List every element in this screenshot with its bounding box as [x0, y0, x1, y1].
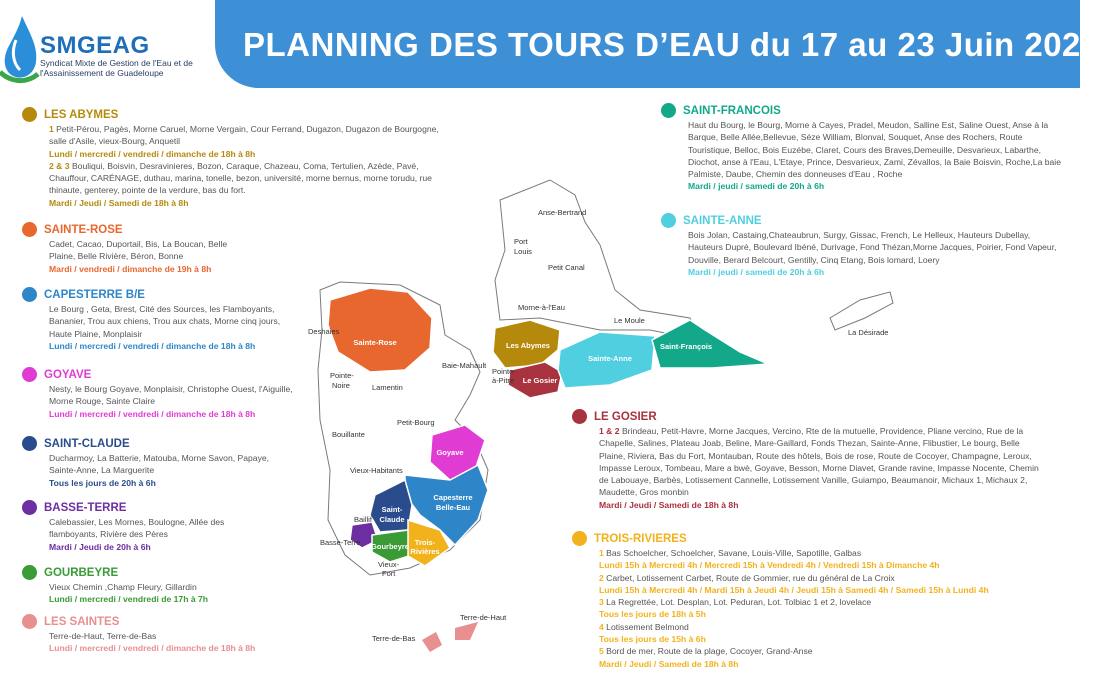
map-label-goyave: Goyave	[436, 448, 464, 457]
map-place-anse-bertrand: Anse-Bertrand	[538, 208, 587, 217]
les-abymes-zone-1-text: Petit-Pérou, Pagès, Morne Caruel, Morne Vergain, Cour Ferrand, Dugazon, Dugazon de Bourgogne, salle d'Asile, vieux-Bourg, Anquetil	[49, 124, 439, 147]
capesterre-dot-icon	[22, 287, 37, 302]
goyave-title: GOYAVE	[44, 368, 92, 381]
section-sainte-rose	[22, 222, 247, 275]
map-label-le-gosier: Le Gosier	[522, 376, 558, 385]
trois-rivieres-title: TROIS-RIVIERES	[594, 532, 687, 545]
zone-text: Bas Schoelcher, Schoelcher, Savane, Louis-Ville, Sapotille, Galbas	[606, 548, 862, 558]
map-place-la-desirade: La Désirade	[848, 328, 889, 337]
sainte-rose-dot-icon	[22, 222, 37, 237]
le-gosier-text: Brindeau, Petit-Havre, Morne Jacques, Vercino, Rte de la mutuelle, Providence, Pliane vercino, Rue de la Chapelle, Salines, Plateau Joab, Beline, Mare-Gaillard, Fonds Thezan, Sainte-Anne, Flibustier, Le bourg, Belle Plaine, Riviera, Bas du Fort, Montauban, Route des hôtels, Bois de rose, Route de Cocoyer, Champagne, Leroux, Impasse Leroux, Tombeau, Mare a bwè, Goyave, Besson, Morne Diavet, Grande ravine, Impasse Nocente, Chemin de Labouaye, Barbès, Lotissement Cannelle, Lotissement Vanille, Guiampo, Beaumanoir, Michaux 1, Michaux 2, Maudette, Gros monbin	[599, 426, 1039, 498]
water-drop-icon	[0, 10, 40, 90]
section-saint-claude	[22, 436, 282, 489]
goyave-dot-icon	[22, 367, 37, 382]
les-saintes-schedule: Lundi / mercredi / vendredi / dimanche de 18h à 8h	[49, 643, 256, 654]
section-goyave	[22, 367, 312, 420]
map-label-sainte-anne: Sainte-Anne	[588, 354, 632, 363]
gourbeyre-title: GOURBEYRE	[44, 566, 119, 579]
zone-text: Bord de mer, Route de la plage, Cocoyer, Grand-Anse	[606, 646, 813, 657]
les-saintes-dot-icon	[22, 614, 37, 629]
zone-schedule: Tous les jours de 18h à 5h	[599, 609, 706, 620]
map-label-capesterre-1: Capesterre	[433, 493, 473, 502]
map-label-saint-claude-2: Claude	[379, 515, 405, 524]
saint-francois-title: SAINT-FRANCOIS	[683, 104, 781, 117]
map-place-terre-de-haut: Terre-de-Haut	[460, 613, 507, 622]
map-zone-terre-de-haut	[455, 622, 478, 640]
saint-claude-text: Ducharmoy, La Batterie, Matouba, Morne Savon, Papaye, Sainte-Anne, La Marguerite	[49, 453, 270, 476]
zone-schedule: Tous les jours de 15h à 6h	[599, 634, 706, 645]
map-place-pointe-a-pitre-1: Pointe-	[492, 367, 516, 376]
saint-claude-schedule: Tous les jours de 20h à 6h	[49, 477, 156, 488]
les-abymes-zone-1-schedule: Lundi / mercredi / vendredi / dimanche de 18h à 8h	[49, 148, 256, 159]
section-basse-terre	[22, 500, 252, 553]
map-place-vieux-habitants: Vieux-Habitants	[350, 466, 403, 475]
les-saintes-title: LES SAINTES	[44, 615, 120, 628]
zone-text: La Regrettée, Lot. Desplan, Lot. Peduran, Lot. Tolbiac 1 et 2, lovelace	[606, 597, 872, 608]
sainte-anne-schedule: Mardi / jeudi / samedi de 20h à 6h	[688, 266, 825, 277]
map-zone-terre-de-bas	[422, 632, 442, 652]
zone-num: 2	[599, 572, 604, 583]
les-abymes-zone-2-num: 2 & 3	[49, 160, 70, 171]
le-gosier-zone-num: 1 & 2	[599, 426, 620, 436]
map-place-pointe-noire-1: Pointe-	[330, 371, 354, 380]
map-place-vieux-fort-1: Vieux-	[378, 560, 400, 569]
goyave-text: Nesty, le Bourg Goyave, Monplaisir, Christophe Ouest, l'Aiguille, Morne Rouge, Sainte Claire	[49, 384, 293, 407]
map-place-vieux-fort-2: Fort	[382, 569, 396, 578]
map-place-baillif: Baillif	[354, 515, 372, 524]
logo-subtitle: Syndicat Mixte de Gestion de l'Eau et de l'Assainissement de Guadeloupe	[40, 58, 193, 78]
goyave-body	[49, 383, 312, 420]
map-label-trois-rivieres-1: Trois-	[414, 538, 436, 547]
goyave-schedule: Lundi / mercredi / vendredi / dimanche de 18h à 8h	[49, 408, 256, 419]
basse-terre-text: Calebassier, Les Mornes, Boulogne, Allée des flamboyants, Rivière des Pères	[49, 517, 225, 540]
page-title: PLANNING DES TOURS D’EAU du 17 au 23 Juin 2024	[243, 26, 1100, 63]
map-grande-terre-north	[495, 180, 700, 340]
capesterre-title: CAPESTERRE B/E	[44, 288, 145, 301]
map-label-capesterre-2: Belle-Eau	[435, 503, 471, 512]
map-label-sainte-rose: Sainte-Rose	[353, 338, 397, 347]
map-place-baie-mahault: Baie-Mahault	[442, 361, 487, 370]
les-saintes-text: Terre-de-Haut, Terre-de-Bas	[49, 631, 157, 641]
map-place-petit-canal: Petit Canal	[548, 263, 585, 272]
zone-num: 4	[599, 621, 604, 632]
sainte-rose-text: Cadet, Cacao, Duportail, Bis, La Boucan, Belle Plaine, Belle Rivière, Béron, Bonne	[49, 239, 228, 262]
sainte-anne-title: SAINTE-ANNE	[683, 214, 762, 227]
title-banner	[215, 0, 1100, 88]
zone-text: Lotissement Belmond	[606, 621, 689, 632]
zone-num: 1	[599, 548, 604, 558]
sainte-anne-text: Bois Jolan, Castaing,Chateaubrun, Surgy, Gissac, French, Le Helleux, Hauteurs Dubellay, Hauteurs Dupré, Boulevard Ibéné, Durivage, Fond Thézan,Morne Jacques, Poirier, Fond Vapeur, Douville, Berard Belcourt, Gentilly, Cinq Etang, Bois lomard, Loery	[688, 230, 1057, 265]
capesterre-body	[49, 303, 287, 352]
map-label-les-abymes: Les Abymes	[506, 341, 550, 350]
gourbeyre-dot-icon	[22, 565, 37, 580]
zone-schedule: Lundi 15h à Mercredi 4h / Mercredi 15h à Vendredi 4h / Vendredi 15h à Dimanche 4h	[599, 560, 940, 571]
map-place-pointe-a-pitre-2: à-Pitre	[492, 376, 515, 385]
map-place-bouillante: Bouillante	[332, 430, 365, 439]
saint-francois-dot-icon	[661, 103, 676, 118]
les-saintes-body	[49, 630, 312, 655]
sainte-rose-schedule: Mardi / vendredi / dimanche de 19h à 8h	[49, 263, 212, 274]
zone-num: 3	[599, 597, 604, 608]
map-place-lamentin: Lamentin	[372, 383, 403, 392]
map-place-port-louis-1: Port	[514, 237, 528, 246]
basse-terre-dot-icon	[22, 500, 37, 515]
map-la-desirade	[830, 292, 893, 330]
saint-francois-text: Haut du Bourg, le Bourg, Morne à Cayes, Pradel, Meudon, Salline Est, Saline Ouest, Anse à la Barque, Belle Allée,Bellevue, Séze William, Blonval, Souquet, Anse des Rochers, Route Touristique, Belloc, Bois Euzébe, Claret, Cours des Braves,Demeuille, Desvarieux, Labarthe, Diochot, anse à l'Eau, L'Etaye, Prince, Desvarieux, Zami, Zévallos, la Baie Boisvin, Roche,La baie Palmiste, Daube, Chemin des donneuses d'Eau , Roche	[688, 120, 1061, 180]
zone-text: Carbet, Lotissement Carbet, Route de Gommier, rue du général de La Croix	[606, 572, 895, 583]
section-les-saintes	[22, 614, 312, 655]
gourbeyre-text: Vieux Chemin ,Champ Fleury, Gillardin	[49, 582, 197, 592]
logo-name: SMGEAG	[40, 32, 150, 59]
basse-terre-body	[49, 516, 252, 553]
map-label-trois-rivieres-2: Rivières	[410, 547, 440, 556]
map-place-morne-a-leau: Morne-à-l'Eau	[518, 303, 565, 312]
capesterre-text: Le Bourg , Geta, Brest, Cité des Sources, les Flamboyants, Bananier, Trou aux chiens, Trou aux chats, Morne cinq jours, Haute Plaine, Monplaisir	[49, 304, 281, 339]
zone-schedule: Lundi 15h à Mercredi 4h / Mardi 15h à Jeudi 4h / Jeudi 15h à Samedi 4h / Samedi 15h à Lundi 4h	[599, 584, 989, 595]
zone-schedule: Mardi / Jeudi / Samedi de 18h à 8h	[599, 658, 739, 669]
les-abymes-title: LES ABYMES	[44, 108, 119, 121]
saint-claude-dot-icon	[22, 436, 37, 451]
map-label-gourbeyre: Gourbeyre	[371, 542, 409, 551]
map-place-le-moule: Le Moule	[614, 316, 645, 325]
capesterre-schedule: Lundi / mercredi / vendredi / dimanche de 18h à 8h	[49, 340, 256, 351]
saint-claude-title: SAINT-CLAUDE	[44, 437, 130, 450]
smgeag-logo	[0, 10, 215, 90]
sainte-rose-title: SAINTE-ROSE	[44, 223, 123, 236]
les-abymes-zone-2-schedule: Mardi / Jeudi / Samedi de 18h à 8h	[49, 197, 189, 208]
le-gosier-schedule: Mardi / Jeudi / Samedi de 18h à 8h	[599, 499, 739, 510]
section-capesterre	[22, 287, 287, 352]
les-abymes-dot-icon	[22, 107, 37, 122]
map-place-pointe-noire-2: Noire	[332, 381, 350, 390]
section-gourbeyre	[22, 565, 282, 606]
map-place-petit-bourg: Petit-Bourg	[397, 418, 435, 427]
saint-claude-body	[49, 452, 282, 489]
les-abymes-zone-2-text: Bouliqui, Boisvin, Desravinieres, Bozon, Caraque, Chazeau, Coma, Tertulien, Azède, Pavé, Chauffour, CARÉNAGE, duthau, marina, tonelle, bezon, université, morne bernus, morne torudu, rue thinaute, genterey, pointe de la verdure, bas du fort.	[49, 160, 432, 196]
map-place-terre-de-bas: Terre-de-Bas	[372, 634, 416, 643]
les-abymes-zone-1-num: 1	[49, 124, 54, 134]
basse-terre-title: BASSE-TERRE	[44, 501, 127, 514]
map-label-saint-francois: Saint-François	[659, 342, 713, 351]
saint-francois-schedule: Mardi / jeudi / samedi de 20h à 6h	[688, 181, 825, 192]
basse-terre-schedule: Mardi / Jeudi de 20h à 6h	[49, 541, 151, 552]
map-place-basse-terre: Basse-Terre	[320, 538, 361, 547]
gourbeyre-schedule: Lundi / mercredi / vendredi de 17h à 7h	[49, 594, 209, 605]
map-label-saint-claude-1: Saint-	[381, 505, 403, 514]
map-place-port-louis-2: Louis	[514, 247, 532, 256]
gourbeyre-body	[49, 581, 282, 606]
sainte-rose-body	[49, 238, 247, 275]
map-place-deshaies: Deshaies	[308, 327, 340, 336]
le-gosier-title: LE GOSIER	[594, 410, 657, 423]
zone-num: 5	[599, 646, 604, 657]
